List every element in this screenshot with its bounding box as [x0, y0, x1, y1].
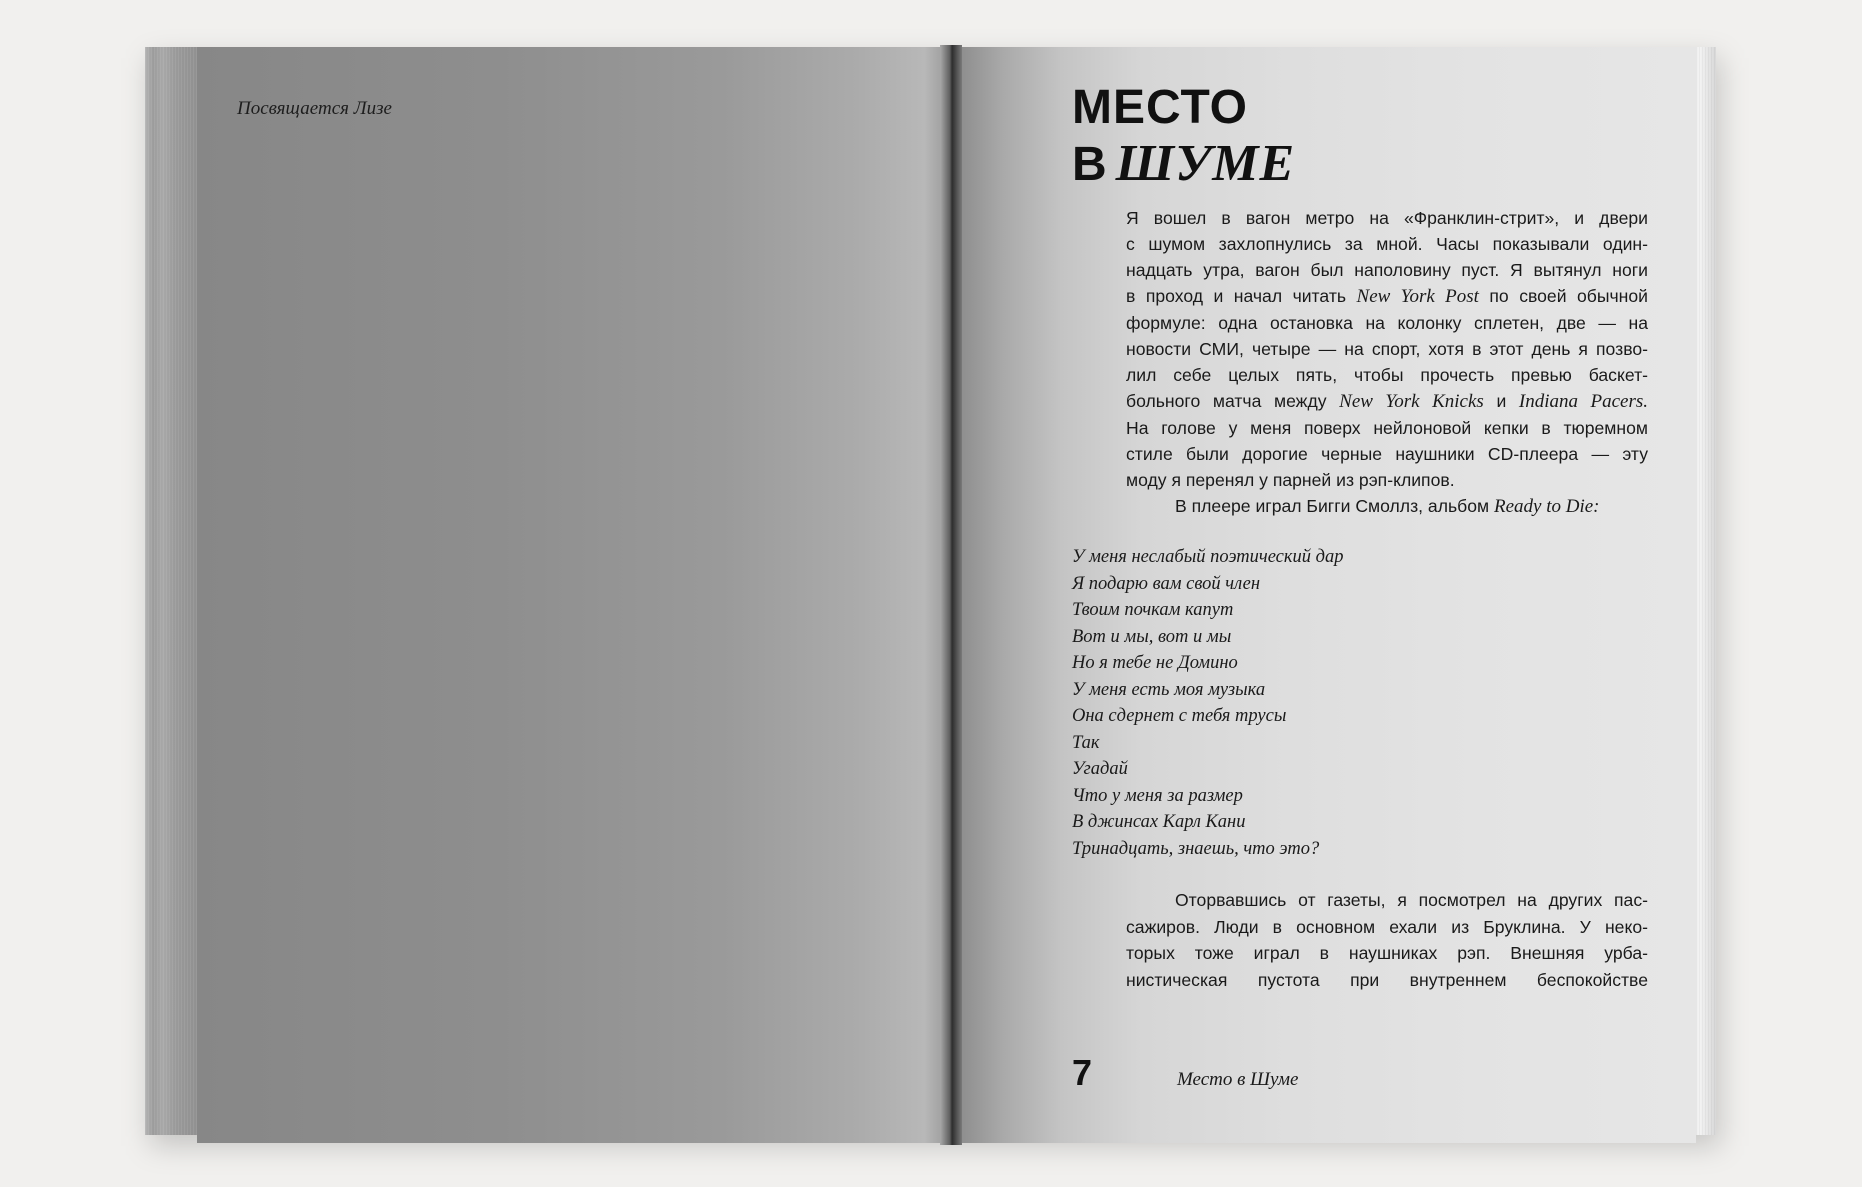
poem-line: Она сдернет с тебя трусы: [1072, 706, 1287, 726]
italic-title: Indiana Pacers.: [1518, 391, 1649, 412]
poem-line: В джинсах Карл Кани: [1072, 812, 1246, 832]
text-fragment: по своей обычной: [1489, 286, 1649, 306]
text-line: стиле были дорогие черные наушники CD-плеера — эту: [1126, 444, 1648, 464]
poem-line: Так: [1072, 732, 1100, 753]
text-line: На голове у меня поверх нейлоновой кепки в тюремном: [1126, 418, 1648, 438]
dedication: Посвящается Лизе: [237, 98, 392, 119]
poem-line: Я подарю вам свой член: [1072, 573, 1261, 594]
chapter-title-line1: МЕСТО: [1072, 81, 1248, 134]
page-block-edge-left: [145, 47, 200, 1135]
italic-title: New York Post: [1356, 286, 1479, 307]
poem-line: Вот и мы, вот и мы: [1072, 626, 1232, 647]
text-line: сажиров. Люди в основном ехали из Бруклина. У неко-: [1126, 916, 1648, 937]
chapter-title-line2: [1072, 136, 1295, 197]
poem-line: У меня неслабый поэтический дар: [1072, 547, 1344, 567]
running-footer: Место в Шуме: [1177, 1069, 1299, 1090]
text-line: новости СМИ, четыре — на спорт, хотя в этот день я позво-: [1126, 339, 1648, 359]
text-line: Я вошел в вагон метро на «Франклин-стрит», и двери: [1126, 208, 1648, 228]
text-line: [1126, 493, 1648, 520]
text-line: формуле: одна остановка на колонку сплетен, две — на: [1126, 313, 1648, 333]
text-line: с шумом захлопнулись за мной. Часы показывали один-: [1126, 234, 1648, 254]
text-fragment: В плеере играл Бигги Смоллз, альбом: [1175, 496, 1490, 516]
poem-line: Но я тебе не Домино: [1072, 653, 1238, 673]
text-line: лил себе целых пять, чтобы прочесть превью баскет-: [1126, 365, 1648, 385]
paragraph-1: [1126, 205, 1648, 520]
text-fragment: в проход и начал читать: [1126, 286, 1347, 306]
poem-line: У меня есть моя музыка: [1072, 679, 1266, 700]
chapter-title-word-a: В: [1072, 138, 1107, 191]
book-gutter: [940, 45, 962, 1145]
poem-line: Твоим почкам капут: [1072, 600, 1234, 620]
italic-title: Ready to Die:: [1493, 496, 1600, 517]
chapter-title: [1072, 80, 1295, 197]
page-number: 7: [1072, 1052, 1093, 1093]
text-line: нистическая пустота при внутреннем беспокойстве: [1126, 969, 1648, 990]
text-fragment: больного матча между: [1126, 391, 1327, 411]
poem-line: Что у меня за размер: [1072, 785, 1243, 806]
poem-line: Угадай: [1072, 759, 1128, 779]
text-line: торых тоже играл в наушниках рэп. Внешняя урба-: [1126, 943, 1648, 963]
left-page: [197, 47, 947, 1143]
text-line: [1126, 388, 1648, 415]
text-line: моду я перенял у парней из рэп-клипов.: [1126, 470, 1455, 490]
text-line: [1126, 283, 1648, 310]
italic-title: New York Knicks: [1339, 391, 1484, 412]
text-fragment: и: [1496, 391, 1507, 411]
poem-line: Тринадцать, знаешь, что это?: [1072, 838, 1320, 859]
paragraph-2: [1126, 887, 1648, 993]
chapter-title-word-b: ШУМЕ: [1115, 135, 1296, 192]
text-line: Оторвавшись от газеты, я посмотрел на других пас-: [1175, 890, 1648, 910]
text-line: надцать утра, вагон был наполовину пуст. Я вытянул ноги: [1126, 260, 1648, 280]
poem-quote: [1072, 544, 1344, 862]
